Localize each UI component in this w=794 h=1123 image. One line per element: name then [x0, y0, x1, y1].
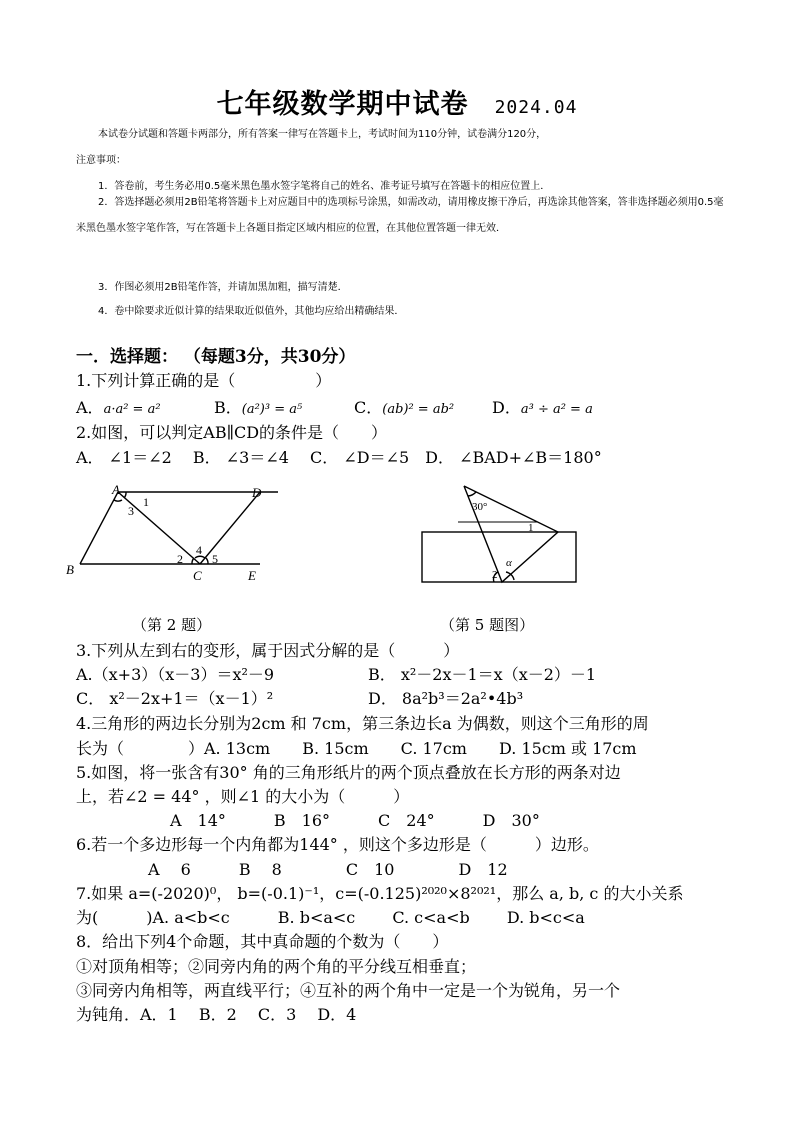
- exam-date: 2024.04: [494, 97, 578, 118]
- page-title: [0, 82, 794, 121]
- fig5-caption: （第 5 题图）: [440, 616, 535, 634]
- q3-option-b: B． x²－2x－1＝x（x－2）－1: [368, 665, 597, 684]
- instruction-item-2: 2．答选择题必须用2B铅笔将答题卡上对应题目中的选项标号涂黑，如需改动，请用橡皮擦干净后，再选涂其他答案，答非选择题必须用0.5毫米黑色墨水签字笔作答，写在答题卡上各题目指定区域内相应的位置，在其他位置答题一律无效．: [76, 197, 724, 234]
- q2-options: A． ∠1＝∠2 B． ∠3＝∠4 C． ∠D＝∠5 D． ∠BAD+∠B＝180°: [76, 448, 602, 467]
- notice-label: 注意事项：: [76, 155, 126, 166]
- fig2-caption: （第 2 题）: [132, 616, 212, 634]
- instruction-item-3: 3．作图必须用2B铅笔作答，并请加黑加粗，描写清楚．: [98, 282, 348, 293]
- figure-5: [418, 480, 580, 586]
- q4-line-1: 4.三角形的两边长分别为2cm 和 7cm，第三条边长a 为偶数，则这个三角形的周: [76, 714, 649, 733]
- q2-stem: 2.如图，可以判定AB∥CD的条件是（ ）: [76, 423, 388, 442]
- section-title: 一．选择题： （每题3分，共30分）: [76, 347, 356, 367]
- q3-option-a: A.（x+3）（x－3）＝x²－9: [76, 665, 275, 684]
- q4-line-2: 长为（ ）A. 13cm B. 15cm C. 17cm D. 15cm 或 17cm: [76, 739, 637, 758]
- q6-stem: 6.若一个多边形每一个内角都为144° ，则这个多边形是（ ）边形。: [76, 835, 599, 854]
- q3-option-d: D． 8a²b³＝2a²•4b³: [368, 689, 524, 708]
- q5-line-1: 5.如图，将一张含有30° 角的三角形纸片的两个顶点叠放在长方形的两条对边: [76, 763, 621, 782]
- fig2-angle-2: 2: [177, 552, 183, 566]
- q5-options: A 14° B 16° C 24° D 30°: [170, 811, 540, 830]
- q1-option-d: D．a³ ÷ a² = a: [492, 398, 593, 417]
- line-ac: [118, 492, 200, 564]
- q3-option-c: C． x²－2x+1＝（x－1）²: [76, 689, 274, 708]
- instruction-item-4: 4．卷中除要求近似计算的结果取近似值外，其他均应给出精确结果．: [98, 306, 405, 317]
- q5-line-2: 上，若∠2 = 44° ，则∠1 的大小为（ ）: [76, 787, 410, 806]
- q8-stem: 8．给出下列4个命题，其中真命题的个数为（ ）: [76, 932, 449, 951]
- fig5-angle-alpha: α: [506, 557, 512, 569]
- q8-line-2: ③同旁内角相等，两直线平行；④互补的两个角中一定是一个为锐角，另一个: [76, 981, 621, 1000]
- fig2-label-E: E: [248, 568, 256, 583]
- line-cd: [200, 492, 260, 564]
- q6-options: A 6 B 8 C 10 D 12: [148, 860, 508, 879]
- q1-option-c: C．(ab)² = ab²: [354, 398, 455, 417]
- fig2-angle-4: 4: [196, 543, 202, 557]
- fig5-angle-2: 2: [492, 569, 498, 581]
- q1-option-a: A．a·a² = a²: [76, 398, 161, 417]
- figure-2: [60, 478, 280, 590]
- q8-line-1: ①对顶角相等；②同旁内角的两个角的平分线互相垂直；: [76, 957, 477, 976]
- fig5-angle-1: 1: [528, 522, 534, 534]
- fig2-label-A: A: [112, 482, 120, 497]
- fig2-label-B: B: [66, 562, 74, 577]
- instruction-item-1: 1．答卷前，考生务必用0.5毫米黑色墨水签字笔将自己的姓名、准考证号填写在答题卡的相应位置上．: [98, 181, 551, 192]
- q7-line-2: 为( )A. a<b<c B. b<a<c C. c<a<b D. b<c<a: [76, 908, 585, 927]
- q7-line-1: 7.如果 a=(-2020)⁰， b=(-0.1)⁻¹，c=(-0.125)²⁰²⁰×8²⁰²¹，那么 a, b, c 的大小关系: [76, 884, 684, 903]
- intro-text: 本试卷分试题和答题卡两部分，所有答案一律写在答题卡上，考试时间为110分钟，试卷满分120分，: [98, 129, 547, 140]
- q1-stem: 1.下列计算正确的是（ ）: [76, 371, 332, 390]
- q8-line-3: 为钝角．A．1 B．2 C．3 D．4: [76, 1005, 357, 1024]
- fig2-angle-1: 1: [143, 495, 149, 509]
- q3-stem: 3.下列从左到右的变形，属于因式分解的是（ ）: [76, 641, 460, 660]
- fig2-label-C: C: [193, 568, 202, 583]
- fig2-angle-5: 5: [212, 552, 218, 566]
- q1-option-b: B．(a²)³ = a⁵: [214, 398, 303, 417]
- fig2-label-D: D: [252, 485, 262, 500]
- line-ab: [80, 492, 118, 564]
- fig2-angle-3: 3: [128, 504, 134, 518]
- fig5-angle-30: 30°: [472, 501, 488, 513]
- title-text: 七年级数学期中试卷: [216, 89, 469, 120]
